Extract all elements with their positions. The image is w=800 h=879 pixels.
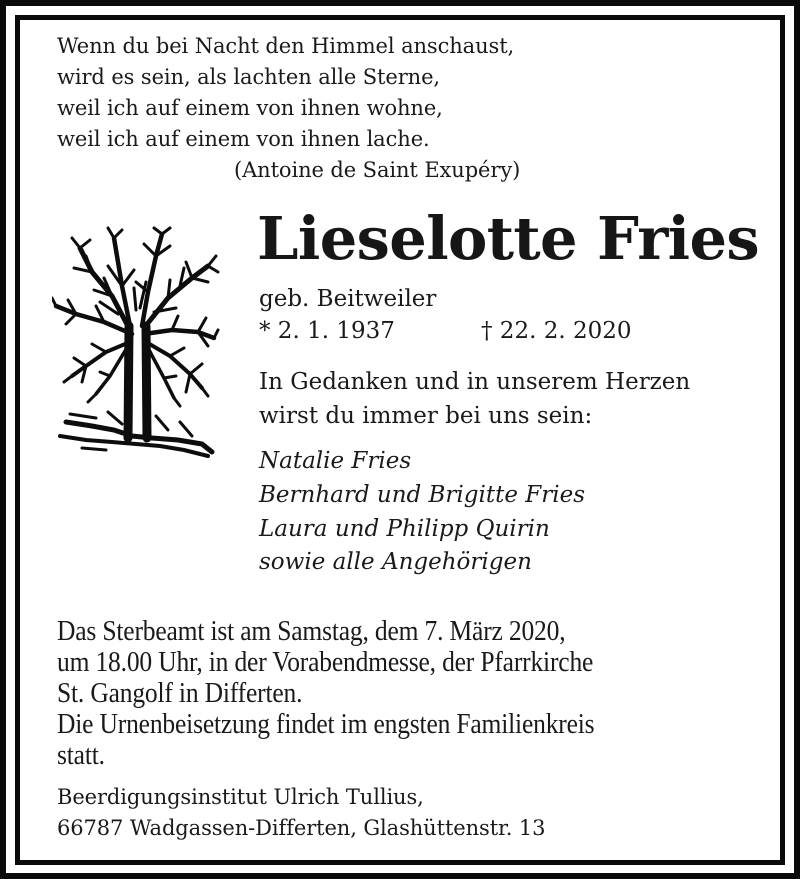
poem-line: wird es sein, als lachten alle Sterne, bbox=[57, 65, 440, 89]
service-line: um 18.00 Uhr, in der Vorabendmesse, der Pfarrkirche bbox=[57, 646, 594, 678]
message-line: wirst du immer bei uns sein: bbox=[259, 403, 593, 429]
service-line: statt. bbox=[57, 739, 105, 771]
mourner: Bernhard und Brigitte Fries bbox=[259, 482, 585, 508]
poem-line: Wenn du bei Nacht den Himmel anschaust, bbox=[57, 34, 515, 58]
tree-icon bbox=[52, 226, 220, 462]
maiden-name: geb. Beitweiler bbox=[259, 286, 437, 312]
death-date: † 22. 2. 2020 bbox=[481, 318, 632, 344]
service-line: Die Urnenbeisetzung findet im engsten Familienkreis bbox=[57, 708, 595, 740]
poem-line: weil ich auf einem von ihnen lache. bbox=[57, 127, 430, 151]
message-line: In Gedanken und in unserem Herzen bbox=[259, 369, 691, 395]
service-line: Das Sterbeamt ist am Samstag, dem 7. März 2020, bbox=[57, 615, 566, 647]
service-line: St. Gangolf in Differten. bbox=[57, 677, 303, 709]
poem-attribution: (Antoine de Saint Exupéry) bbox=[234, 158, 521, 182]
poem-line: weil ich auf einem von ihnen wohne, bbox=[57, 96, 443, 120]
deceased-name: Lieselotte Fries bbox=[257, 204, 760, 273]
birth-date: * 2. 1. 1937 bbox=[259, 318, 395, 344]
mourner: Natalie Fries bbox=[259, 448, 412, 474]
funeral-home-line: 66787 Wadgassen-Differten, Glashüttenstr. 13 bbox=[57, 816, 546, 840]
mourner: Laura und Philipp Quirin bbox=[259, 516, 550, 542]
funeral-home-line: Beerdigungsinstitut Ulrich Tullius, bbox=[57, 785, 424, 809]
mourner: sowie alle Angehörigen bbox=[259, 549, 532, 575]
